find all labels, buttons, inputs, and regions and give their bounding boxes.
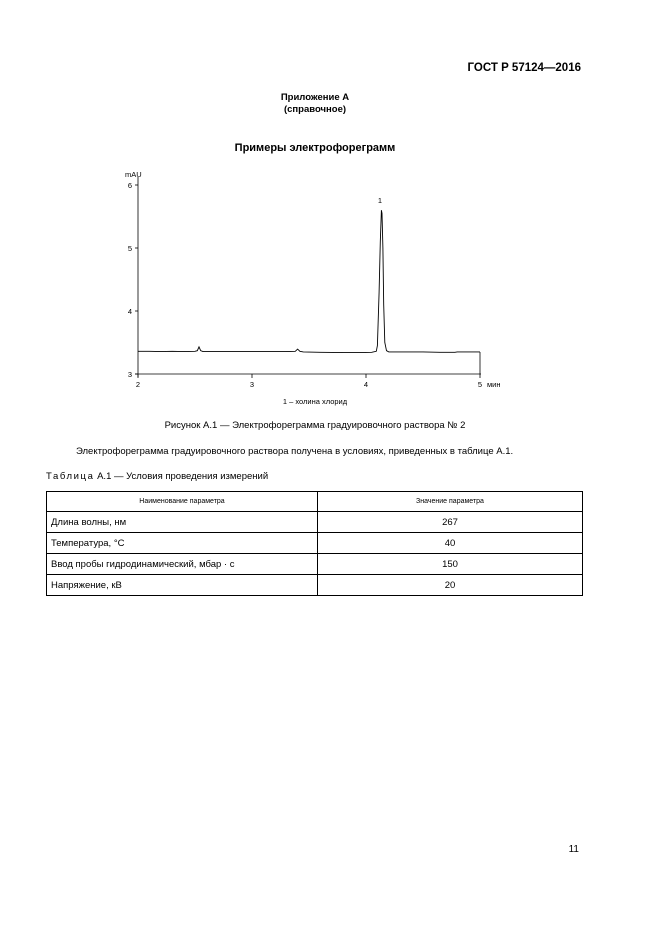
y-tick-label: 5 bbox=[127, 244, 132, 253]
table-row bbox=[47, 575, 583, 596]
table-row bbox=[47, 533, 583, 554]
header-parameter-value: Значение параметра bbox=[318, 492, 583, 512]
body-paragraph: Электрофореграмма градуировочного раствора получена в условиях, приведенных в таблице А.1. bbox=[76, 446, 514, 457]
y-tick-label: 4 bbox=[127, 307, 132, 316]
chart-legend-note: 1 – холина хлорид bbox=[282, 397, 348, 406]
table-caption bbox=[46, 471, 268, 482]
electropherogram-chart bbox=[110, 168, 530, 393]
table-row bbox=[47, 554, 583, 575]
y-axis-label: mAU bbox=[125, 170, 142, 179]
x-tick-label: 3 bbox=[249, 380, 255, 389]
parameter-value: 40 bbox=[318, 533, 583, 554]
parameter-value: 267 bbox=[318, 512, 583, 533]
appendix-subtitle: (справочное) bbox=[283, 104, 347, 115]
series-line bbox=[138, 210, 480, 352]
parameter-name: Ввод пробы гидродинамический, мбар · с bbox=[47, 554, 318, 575]
page-number: 11 bbox=[568, 844, 579, 855]
parameter-name: Напряжение, кВ bbox=[47, 575, 318, 596]
document-code: ГОСТ Р 57124—2016 bbox=[467, 62, 581, 74]
table-header-row bbox=[47, 492, 583, 512]
peak-label: 1 bbox=[377, 196, 383, 206]
appendix-title: Приложение А bbox=[280, 92, 350, 103]
header-parameter-name: Наименование параметра bbox=[47, 492, 318, 512]
x-tick-label: 5 bbox=[477, 380, 483, 389]
y-tick-label: 3 bbox=[127, 370, 132, 379]
figure-caption: Рисунок А.1 — Электрофореграмма градуировочного раствора № 2 bbox=[164, 420, 466, 431]
parameter-name: Длина волны, нм bbox=[47, 512, 318, 533]
x-tick-label: 4 bbox=[363, 380, 369, 389]
appendix-heading bbox=[0, 92, 630, 116]
x-tick-label: 2 bbox=[135, 380, 141, 389]
table-row bbox=[47, 512, 583, 533]
section-title: Примеры электрофореграмм bbox=[234, 142, 396, 154]
table-caption-text: А.1 — Условия проведения измерений bbox=[97, 471, 269, 482]
parameter-value: 150 bbox=[318, 554, 583, 575]
parameter-name: Температура, °С bbox=[47, 533, 318, 554]
table-caption-prefix: Таблица bbox=[46, 471, 95, 482]
parameters-table bbox=[46, 491, 583, 596]
x-axis-label: мин bbox=[487, 380, 501, 389]
y-tick-label: 6 bbox=[127, 181, 132, 190]
parameter-value: 20 bbox=[318, 575, 583, 596]
